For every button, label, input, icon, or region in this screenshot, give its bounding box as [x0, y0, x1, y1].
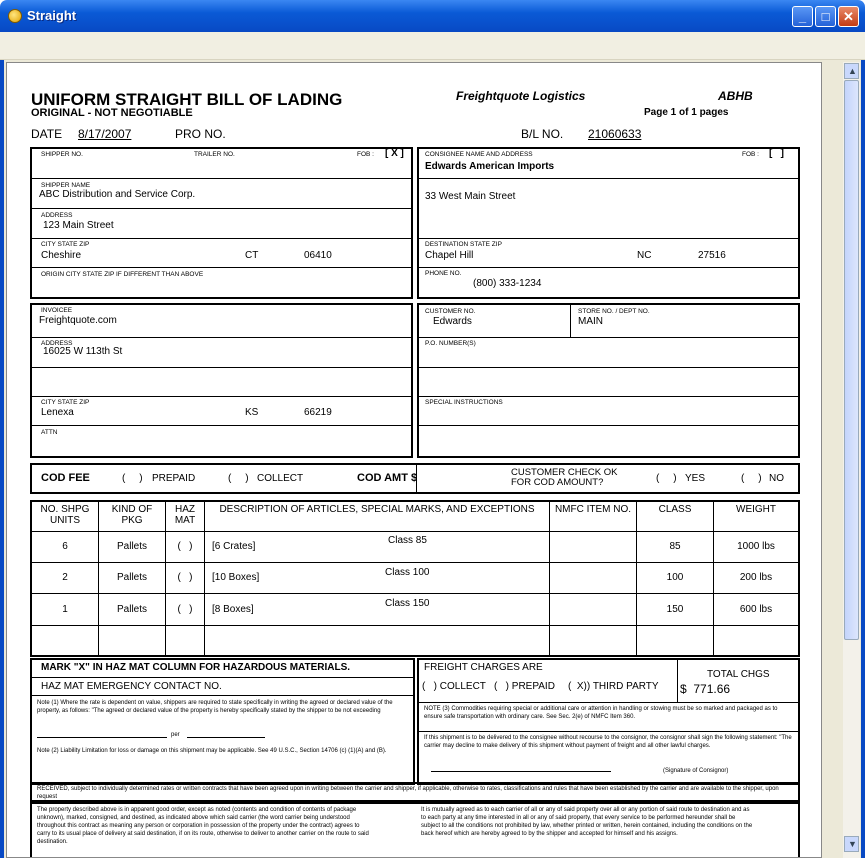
consignee-name: Edwards American Imports — [425, 161, 555, 172]
shipper-address-label: ADDRESS — [41, 212, 73, 219]
scroll-thumb[interactable] — [844, 80, 859, 640]
row3-class: 150 — [666, 604, 684, 615]
scroll-down-button[interactable] — [844, 836, 859, 852]
shipper-csz-label: CITY STATE ZIP — [41, 241, 90, 248]
shipper-name-label: SHIPPER NAME — [41, 182, 91, 189]
cod-collect-checkbox[interactable]: ( ) — [228, 473, 249, 484]
chevron-down-icon: ▼ — [848, 839, 857, 849]
invoicee-box — [30, 303, 413, 458]
customer-no: Edwards — [433, 316, 472, 327]
col-class-header: CLASS — [658, 504, 692, 515]
cod-fee-label: COD FEE — [41, 472, 90, 484]
page-count: Page 1 of 1 pages — [644, 107, 729, 118]
cod-no-label: NO — [769, 473, 784, 484]
trailer-no-label: TRAILER NO. — [194, 151, 235, 158]
origin-label: ORIGIN CITY STATE ZIP IF DIFFERENT THAN ABOVE — [41, 271, 204, 278]
vertical-scrollbar[interactable] — [843, 62, 860, 858]
row2-class-label: Class 100 — [385, 567, 430, 578]
cod-yes-label: YES — [685, 473, 706, 484]
bl-label: B/L NO. — [521, 127, 564, 141]
note-1: Note (1) Where the rate is dependent on value, shippers are required to state specifically in writing the agreed or declared value of the property, as follows: "The agreed or declared value of the property is hereby specifically stated by the shipper to be not exceeding — [37, 700, 393, 714]
date-value: 8/17/2007 — [78, 127, 132, 141]
chevron-up-icon: ▲ — [848, 66, 857, 76]
doc-title: UNIFORM STRAIGHT BILL OF LADING — [31, 90, 343, 109]
shipper-state: CT — [245, 250, 259, 261]
note-3: NOTE (3) Commodities requiring special or additional care or attention in handling or stowing must be so marked and packaged as to ensure safe transportation with ordinary care. See Sec. 2(e) of NMFC Item 360. — [424, 706, 778, 720]
row2-kind: Pallets — [116, 572, 147, 583]
row3-weight: 600 lbs — [739, 604, 773, 615]
row3-desc: [8 Boxes] — [212, 604, 254, 615]
consignee-fob-label: FOB : — [742, 151, 759, 158]
shipper-address: 123 Main Street — [43, 220, 114, 231]
consignor-statement: If this shipment is to be delivered to the consignee without recourse to the consignor, the consignor shall sign the following statement: "The carrier may decline to make delivery of this shipment without payment of freight and all other lawful charges. — [424, 735, 792, 749]
row2-units: 2 — [62, 572, 68, 583]
shipper-zip: 06410 — [304, 250, 332, 261]
cod-collect-label: COLLECT — [257, 473, 304, 484]
row2-weight: 200 lbs — [739, 572, 773, 583]
hazmat-contact-label: HAZ MAT EMERGENCY CONTACT NO. — [41, 681, 222, 692]
mutual-terms: It is mutually agreed as to each carrier of all or any of said property over all or any portion of said route to destination and as to each party at any time interested in all or any of said property, that every service to be performed hereunder shall be subject to all the conditions not prohibited by law, whether printed or written, herein contained, including the conditions on the back hereof which are hereby agreed to by the shipper and accepted for himself and his assigns. — [421, 807, 753, 837]
freight-prepaid-option[interactable]: ( ) PREPAID — [494, 681, 555, 692]
col-haz-header-1: HAZ — [175, 504, 195, 515]
col-nmfc-header: NMFC ITEM NO. — [554, 504, 632, 515]
window-title: Straight — [27, 8, 77, 23]
col-units-header-2: UNITS — [50, 515, 80, 526]
check-ok-label-2: FOR COD AMOUNT? — [511, 477, 604, 488]
cod-amount-label: COD AMT $ — [357, 472, 418, 484]
row3-kind: Pallets — [116, 604, 147, 615]
bl-value: 21060633 — [588, 127, 642, 141]
invoicee-address-label: ADDRESS — [41, 340, 73, 347]
invoicee-name: Freightquote.com — [39, 315, 117, 326]
po-label: P.O. NUMBER(S) — [425, 340, 476, 347]
cod-prepaid-label: PREPAID — [152, 473, 196, 484]
customer-no-label: CUSTOMER NO. — [425, 308, 476, 315]
shipper-no-label: SHIPPER NO. — [41, 151, 83, 158]
consignee-zip: 27516 — [698, 250, 726, 261]
row3-haz: ( ) — [177, 604, 193, 615]
minimize-button[interactable] — [792, 6, 813, 27]
consignee-state: NC — [637, 250, 652, 261]
document-page — [6, 62, 822, 858]
special-instructions-label: SPECIAL INSTRUCTIONS — [425, 399, 503, 406]
row1-kind: Pallets — [116, 541, 147, 552]
row2-haz: ( ) — [177, 572, 193, 583]
received-text: RECEIVED, subject to individually determined rates or written contracts that have been agreed upon in writing between the carrier and shipper, if applicable, otherwise to rates, classifications and rules that have been established by the carrier and are available to the shipper, upon request — [37, 786, 779, 800]
property-terms: The property described above is in apparent good order, except as noted (contents and condition of contents of package unknown), marked, consigned, and destined, as indicated above which said carrier (the word carrier being understood throughout this contract as meaning any person or corporation in possession of the property under the contract) agrees to carry to its usual place of delivery at said destination, if on its route, otherwise to deliver to another carrier on the route to said destination. — [37, 807, 369, 845]
row1-desc: [6 Crates] — [212, 541, 256, 552]
col-haz-header-2: MAT — [174, 515, 196, 526]
cod-prepaid-checkbox[interactable]: ( ) — [122, 473, 143, 484]
row2-class: 100 — [666, 572, 684, 583]
consignee-phone: (800) 333-1234 — [473, 278, 542, 289]
consignee-label: CONSIGNEE NAME AND ADDRESS — [425, 151, 533, 158]
row1-weight: 1000 lbs — [737, 541, 775, 552]
invoicee-address: 16025 W 113th St — [43, 346, 123, 357]
row3-class-label: Class 150 — [385, 598, 430, 609]
store-label: STORE NO. / DEPT NO. — [578, 308, 650, 315]
col-units-header-1: NO. SHPG — [40, 504, 90, 515]
col-weight-header: WEIGHT — [736, 504, 776, 515]
consignee-address: 33 West Main Street — [425, 191, 516, 202]
scroll-up-button[interactable] — [844, 63, 859, 79]
invoicee-city: Lenexa — [41, 407, 74, 418]
per-label: per — [171, 732, 180, 738]
row2-desc: [10 Boxes] — [212, 572, 260, 583]
col-kind-header-1: KIND OF — [111, 504, 153, 515]
doc-subtitle: ORIGINAL - NOT NEGOTIABLE — [31, 107, 193, 119]
row1-class-label: Class 85 — [388, 535, 427, 546]
freight-third-party-option[interactable]: ( X)) THIRD PARTY — [568, 681, 659, 692]
row1-units: 6 — [62, 541, 68, 552]
freight-charges-label: FREIGHT CHARGES ARE — [424, 662, 543, 673]
attn-label: ATTN — [41, 429, 58, 436]
shipper-fob-label: FOB : — [357, 151, 374, 158]
minimize-icon: _ — [798, 9, 807, 24]
close-button[interactable] — [838, 6, 859, 27]
pro-label: PRO NO. — [175, 127, 226, 141]
total-charges-value: $ 771.66 — [680, 682, 731, 696]
invoicee-label: INVOICEE — [41, 307, 73, 314]
cod-no-checkbox[interactable]: ( ) — [741, 473, 762, 484]
carrier-name: Freightquote Logistics — [456, 89, 586, 103]
consignee-city: Chapel Hill — [425, 250, 474, 261]
invoicee-csz-label: CITY STATE ZIP — [41, 399, 90, 406]
note-2: Note (2) Liability Limitation for loss or damage on this shipment may be applicable. See 49 U.S.C., Section 14706 (c) (1)(A) and (B). — [37, 748, 387, 754]
scac-code: ABHB — [718, 89, 753, 103]
col-desc-header: DESCRIPTION OF ARTICLES, SPECIAL MARKS, AND EXCEPTIONS — [219, 504, 535, 515]
row1-class: 85 — [669, 541, 681, 552]
invoicee-zip: 66219 — [304, 407, 332, 418]
row1-haz: ( ) — [177, 541, 193, 552]
phone-label: PHONE NO. — [425, 270, 462, 277]
consignee-fob-value: [ ] — [769, 148, 784, 159]
maximize-icon: □ — [821, 9, 830, 24]
consignor-signature-label: (Signature of Consignor) — [663, 768, 729, 774]
total-charges-label: TOTAL CHGS — [707, 669, 770, 680]
shipper-name: ABC Distribution and Service Corp. — [39, 189, 196, 200]
check-ok-label-1: CUSTOMER CHECK OK — [511, 467, 618, 478]
freight-collect-option[interactable]: ( ) COLLECT — [422, 681, 486, 692]
date-label: DATE — [31, 127, 63, 141]
toolbar — [0, 32, 865, 60]
hazmat-mark-label: MARK "X" IN HAZ MAT COLUMN FOR HAZARDOUS MATERIALS. — [41, 662, 351, 673]
customer-box — [417, 303, 800, 458]
close-icon: ✕ — [843, 9, 854, 24]
maximize-button[interactable] — [815, 6, 836, 27]
row3-units: 1 — [62, 604, 68, 615]
cod-yes-checkbox[interactable]: ( ) — [656, 473, 677, 484]
destination-label: DESTINATION STATE ZIP — [425, 241, 502, 248]
app-icon — [8, 9, 22, 23]
shipper-fob-value: [ X ] — [385, 148, 404, 159]
invoicee-state: KS — [245, 407, 259, 418]
store-no: MAIN — [578, 316, 603, 327]
col-kind-header-2: PKG — [121, 515, 143, 526]
shipper-city: Cheshire — [41, 250, 82, 261]
title-bar — [0, 0, 865, 32]
